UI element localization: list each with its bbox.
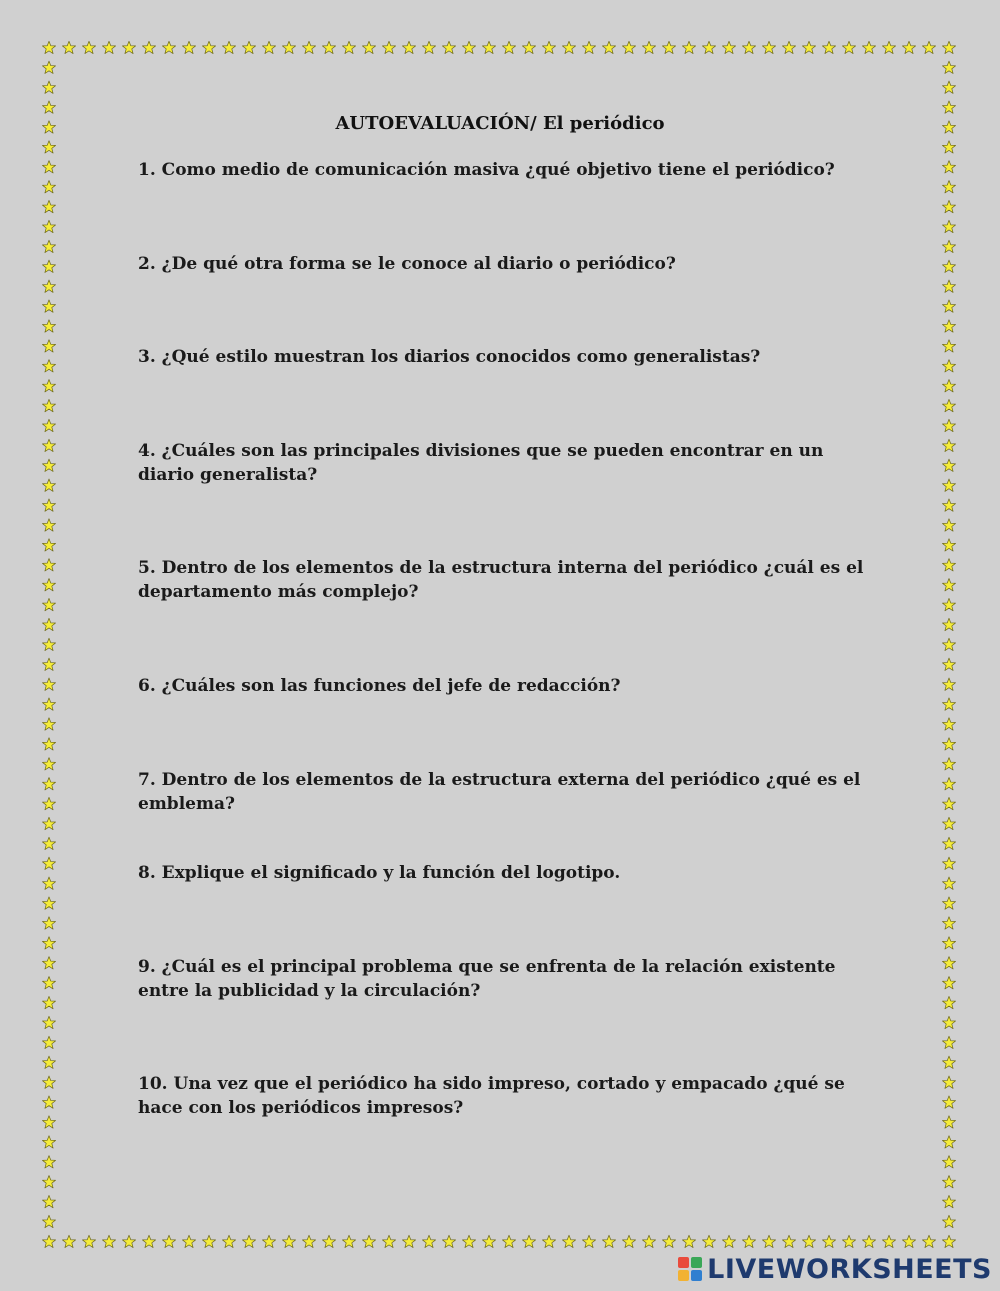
- star-icon: [942, 260, 955, 272]
- star-icon: [942, 320, 955, 332]
- star-icon: [442, 1235, 455, 1247]
- star-icon: [942, 141, 955, 153]
- star-icon: [842, 41, 855, 53]
- star-icon: [942, 41, 955, 53]
- star-icon: [42, 1215, 55, 1227]
- star-icon: [622, 41, 635, 53]
- star-icon: [42, 559, 55, 571]
- star-icon: [42, 1056, 55, 1068]
- star-icon: [942, 499, 955, 511]
- question-3: 3. ¿Qué estilo muestran los diarios conocidos como generalistas?: [138, 347, 761, 367]
- star-icon: [942, 240, 955, 252]
- star-icon: [942, 678, 955, 690]
- star-icon: [942, 957, 955, 969]
- star-icon: [282, 1235, 295, 1247]
- star-icon: [42, 937, 55, 949]
- star-icon: [162, 41, 175, 53]
- star-icon: [942, 300, 955, 312]
- star-icon: [342, 1235, 355, 1247]
- star-icon: [42, 320, 55, 332]
- star-icon: [142, 41, 155, 53]
- star-icon: [42, 1096, 55, 1108]
- star-icon: [942, 937, 955, 949]
- star-icon: [822, 41, 835, 53]
- star-icon: [42, 300, 55, 312]
- star-icon: [782, 41, 795, 53]
- star-icon: [422, 41, 435, 53]
- star-icon: [422, 1235, 435, 1247]
- star-icon: [42, 141, 55, 153]
- star-icon: [622, 1235, 635, 1247]
- star-icon: [942, 539, 955, 551]
- star-icon: [42, 81, 55, 93]
- star-icon: [942, 658, 955, 670]
- star-icon: [42, 1076, 55, 1088]
- star-icon: [42, 459, 55, 471]
- question-4: 4. ¿Cuáles son las principales divisiones que se pueden encontrar en un diario generalista?: [138, 441, 824, 485]
- star-icon: [282, 41, 295, 53]
- star-icon: [82, 1235, 95, 1247]
- star-icon: [542, 41, 555, 53]
- star-icon: [762, 1235, 775, 1247]
- star-icon: [802, 1235, 815, 1247]
- star-icon: [482, 1235, 495, 1247]
- star-icon: [942, 360, 955, 372]
- star-icon: [42, 161, 55, 173]
- star-icon: [782, 1235, 795, 1247]
- star-icon: [942, 1195, 955, 1207]
- star-icon: [942, 996, 955, 1008]
- liveworksheets-logo-icon: [677, 1256, 703, 1282]
- star-icon: [702, 1235, 715, 1247]
- star-icon: [382, 1235, 395, 1247]
- star-icon: [942, 340, 955, 352]
- star-icon: [942, 380, 955, 392]
- star-icon: [942, 1235, 955, 1247]
- star-icon: [42, 678, 55, 690]
- star-icon: [42, 618, 55, 630]
- title-rest: / El periódico: [530, 113, 665, 134]
- star-icon: [442, 41, 455, 53]
- star-icon: [42, 877, 55, 889]
- star-icon: [942, 1116, 955, 1128]
- star-icon: [202, 41, 215, 53]
- star-icon: [942, 1156, 955, 1168]
- star-icon: [602, 1235, 615, 1247]
- star-icon: [842, 1235, 855, 1247]
- star-icon: [942, 1036, 955, 1048]
- star-icon: [602, 41, 615, 53]
- star-icon: [942, 598, 955, 610]
- star-icon: [462, 41, 475, 53]
- star-icon: [822, 1235, 835, 1247]
- star-icon: [682, 1235, 695, 1247]
- star-icon: [942, 638, 955, 650]
- star-icon: [922, 41, 935, 53]
- star-icon: [42, 957, 55, 969]
- star-icon: [62, 1235, 75, 1247]
- star-icon: [642, 41, 655, 53]
- star-icon: [42, 419, 55, 431]
- star-icon: [742, 1235, 755, 1247]
- star-icon: [942, 1056, 955, 1068]
- star-icon: [42, 240, 55, 252]
- star-icon: [42, 857, 55, 869]
- question-8: 8. Explique el significado y la función del logotipo.: [138, 863, 621, 883]
- star-icon: [302, 1235, 315, 1247]
- star-icon: [42, 360, 55, 372]
- star-icon: [42, 61, 55, 73]
- star-icon: [42, 41, 55, 53]
- star-icon: [942, 897, 955, 909]
- star-icon: [42, 1176, 55, 1188]
- star-icon: [702, 41, 715, 53]
- star-icon: [942, 419, 955, 431]
- star-icon: [242, 41, 255, 53]
- star-icon: [942, 101, 955, 113]
- star-icon: [942, 439, 955, 451]
- star-icon: [942, 1096, 955, 1108]
- star-icon: [382, 41, 395, 53]
- star-icon: [322, 1235, 335, 1247]
- star-icon: [942, 977, 955, 989]
- star-icon: [42, 638, 55, 650]
- star-icon: [42, 1136, 55, 1148]
- star-icon: [942, 161, 955, 173]
- star-icon: [42, 778, 55, 790]
- star-icon: [942, 1176, 955, 1188]
- star-icon: [42, 499, 55, 511]
- star-icon: [42, 698, 55, 710]
- star-icon: [42, 439, 55, 451]
- star-icon: [42, 917, 55, 929]
- star-icon: [102, 1235, 115, 1247]
- star-icon: [42, 996, 55, 1008]
- footer-brand[interactable]: [677, 1251, 992, 1287]
- star-icon: [222, 1235, 235, 1247]
- star-icon: [42, 101, 55, 113]
- star-icon: [582, 41, 595, 53]
- star-icon: [402, 1235, 415, 1247]
- star-icon: [42, 598, 55, 610]
- star-icon: [942, 778, 955, 790]
- star-icon: [942, 61, 955, 73]
- star-icon: [662, 41, 675, 53]
- star-icon: [942, 459, 955, 471]
- star-icon: [862, 1235, 875, 1247]
- star-icon: [42, 897, 55, 909]
- star-icon: [942, 718, 955, 730]
- star-icon: [942, 479, 955, 491]
- star-icon: [42, 718, 55, 730]
- star-icon: [542, 1235, 555, 1247]
- star-icon: [302, 41, 315, 53]
- star-icon: [222, 41, 235, 53]
- star-icon: [42, 837, 55, 849]
- star-icon: [42, 479, 55, 491]
- star-icon: [42, 658, 55, 670]
- brand-name: LIVEWORKSHEETS: [707, 1253, 992, 1285]
- star-icon: [42, 797, 55, 809]
- star-icon: [942, 837, 955, 849]
- star-icon: [362, 1235, 375, 1247]
- star-icon: [402, 41, 415, 53]
- star-icon: [42, 280, 55, 292]
- star-icon: [262, 41, 275, 53]
- star-icon: [942, 817, 955, 829]
- star-icon: [82, 41, 95, 53]
- star-icon: [142, 1235, 155, 1247]
- star-icon: [42, 399, 55, 411]
- star-icon: [42, 1195, 55, 1207]
- star-icon: [342, 41, 355, 53]
- star-icon: [42, 1016, 55, 1028]
- question-10: 10. Una vez que el periódico ha sido impreso, cortado y empacado ¿qué se hace con los periódicos impresos?: [138, 1074, 845, 1118]
- star-icon: [862, 41, 875, 53]
- star-icon: [942, 1136, 955, 1148]
- star-icon: [942, 738, 955, 750]
- star-icon: [942, 797, 955, 809]
- star-icon: [642, 1235, 655, 1247]
- star-icon: [942, 280, 955, 292]
- star-icon: [322, 41, 335, 53]
- star-icon: [722, 1235, 735, 1247]
- star-icon: [802, 41, 815, 53]
- star-icon: [42, 1036, 55, 1048]
- star-icon: [42, 200, 55, 212]
- star-icon: [42, 738, 55, 750]
- star-icon: [942, 618, 955, 630]
- star-icon: [942, 220, 955, 232]
- star-icon: [902, 41, 915, 53]
- star-icon: [42, 817, 55, 829]
- question-2: 2. ¿De qué otra forma se le conoce al diario o periódico?: [138, 254, 676, 274]
- star-icon: [42, 977, 55, 989]
- star-icon: [582, 1235, 595, 1247]
- star-icon: [42, 181, 55, 193]
- star-icon: [122, 41, 135, 53]
- star-icon: [942, 81, 955, 93]
- star-icon: [682, 41, 695, 53]
- star-icon: [42, 519, 55, 531]
- star-icon: [882, 1235, 895, 1247]
- star-icon: [742, 41, 755, 53]
- star-icon: [922, 1235, 935, 1247]
- question-5: 5. Dentro de los elementos de la estructura interna del periódico ¿cuál es el departamento más complejo?: [138, 558, 864, 602]
- star-icon: [562, 41, 575, 53]
- star-icon: [482, 41, 495, 53]
- star-icon: [182, 41, 195, 53]
- star-icon: [42, 758, 55, 770]
- star-icon: [42, 380, 55, 392]
- star-icon: [942, 579, 955, 591]
- question-9: 9. ¿Cuál es el principal problema que se enfrenta de la relación existente entre la publicidad y la circulación?: [138, 957, 836, 1001]
- star-icon: [502, 41, 515, 53]
- star-icon: [722, 41, 735, 53]
- star-icon: [42, 539, 55, 551]
- star-icon: [42, 1116, 55, 1128]
- star-icon: [942, 1215, 955, 1227]
- star-icon: [42, 1156, 55, 1168]
- star-icon: [942, 857, 955, 869]
- star-icon: [202, 1235, 215, 1247]
- star-icon: [942, 1076, 955, 1088]
- star-icon: [942, 917, 955, 929]
- star-icon: [942, 399, 955, 411]
- star-icon: [942, 758, 955, 770]
- star-icon: [362, 41, 375, 53]
- star-icon: [42, 220, 55, 232]
- star-icon: [522, 1235, 535, 1247]
- star-icon: [42, 1235, 55, 1247]
- title-prefix: AUTOEVALUACIÓN: [335, 113, 531, 134]
- star-icon: [62, 41, 75, 53]
- star-icon: [462, 1235, 475, 1247]
- star-icon: [882, 41, 895, 53]
- star-icon: [162, 1235, 175, 1247]
- star-icon: [262, 1235, 275, 1247]
- star-icon: [942, 1016, 955, 1028]
- star-icon: [522, 41, 535, 53]
- page-title: [0, 113, 1000, 134]
- star-icon: [942, 559, 955, 571]
- star-icon: [502, 1235, 515, 1247]
- star-icon: [42, 340, 55, 352]
- star-icon: [42, 579, 55, 591]
- star-icon: [942, 519, 955, 531]
- question-7: 7. Dentro de los elementos de la estructura externa del periódico ¿qué es el emblema?: [138, 770, 861, 814]
- star-icon: [762, 41, 775, 53]
- star-icon: [562, 1235, 575, 1247]
- star-icon: [942, 200, 955, 212]
- star-icon: [942, 698, 955, 710]
- question-6: 6. ¿Cuáles son las funciones del jefe de redacción?: [138, 676, 621, 696]
- star-icon: [122, 1235, 135, 1247]
- star-icon: [182, 1235, 195, 1247]
- star-icon: [242, 1235, 255, 1247]
- star-icon: [42, 260, 55, 272]
- star-icon: [102, 41, 115, 53]
- question-1: 1. Como medio de comunicación masiva ¿qué objetivo tiene el periódico?: [138, 160, 835, 180]
- star-icon: [942, 877, 955, 889]
- star-icon: [662, 1235, 675, 1247]
- star-icon: [902, 1235, 915, 1247]
- star-icon: [942, 181, 955, 193]
